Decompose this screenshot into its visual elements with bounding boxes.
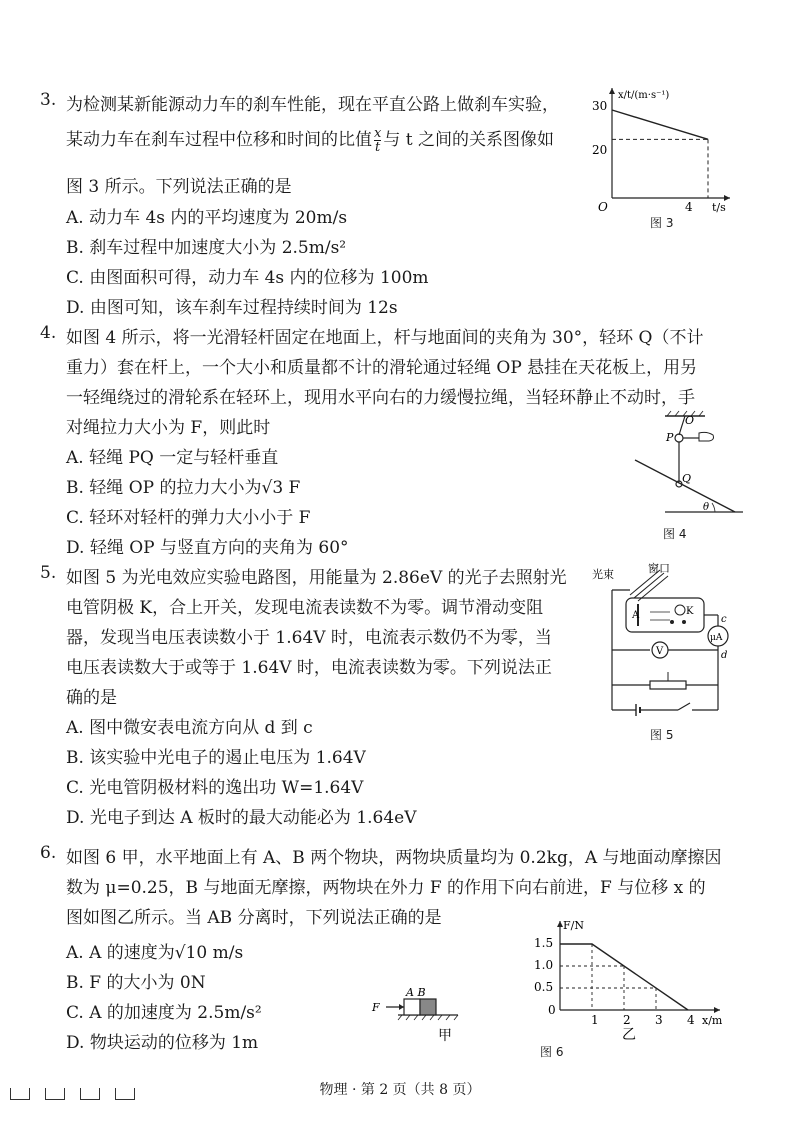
q5-number: 5. [40,563,57,583]
q5-option-a: A. 图中微安表电流方向从 d 到 c [66,718,313,738]
figure-5-caption: 图 5 [650,728,674,742]
figure-5-label-window: 窗口 [648,562,670,575]
figure-6-xtick-3: 3 [655,1013,663,1027]
figure-5-label-k: K [686,606,694,617]
q4-option-c: C. 轻环对轻杆的弹力大小小于 F [66,508,311,528]
figure-6-ytick-0: 0 [548,1003,556,1017]
q6-number: 6. [40,843,57,863]
figure-3-origin: O [598,200,608,214]
q3-option-d: D. 由图可知，该车刹车过程持续时间为 12s [66,298,398,318]
figure-6-data-line [560,944,688,1010]
q3-stem-line1: 为检测某新能源动力车的刹车性能，现在平直公路上做刹车实验， [66,95,559,115]
figure-6-ytick-1.0: 1.0 [534,958,554,972]
figure-6-jia-diagram [368,985,468,1045]
figure-4-label-p: P [666,431,674,444]
figure-6-xlabel: x/m [702,1014,723,1027]
q5-stem-line2: 电管阴极 K，合上开关，发现电流表读数不为零。调节滑动变阻 [66,598,544,618]
figure-4-label-o: O [685,414,695,427]
q4-stem-line1: 如图 4 所示，将一光滑轻杆固定在地面上，杆与地面间的夹角为 30°，轻环 Q（不计 [66,328,704,348]
q4-option-b: B. 轻绳 OP 的拉力大小为√3 F [66,478,301,498]
q6-option-c: C. A 的加速度为 2.5m/s² [66,1003,262,1023]
q3-option-a: A. 动力车 4s 内的平均速度为 20m/s [66,208,348,228]
figure-6-label-yi: 乙 [622,1027,636,1040]
figure-5-label-beam: 光束 [592,568,614,581]
q3-stem-line2: 某动力车在刹车过程中位移和时间的比值 $\frac{x}{t}$ 与 t 之间的关系图像如 [66,126,554,155]
q5-option-b: B. 该实验中光电子的遏止电压为 1.64V [66,748,366,768]
figure-3-xlabel: t/s [712,201,726,214]
figure-6-xtick-4: 4 [687,1013,695,1027]
figure-4-label-theta: θ [703,502,710,513]
figure-5-label-v: V [656,646,664,657]
figure-5-label-c: c [721,614,727,625]
q3-option-b: B. 刹车过程中加速度大小为 2.5m/s² [66,238,347,258]
figure-6-xtick-2: 2 [623,1013,631,1027]
figure-3-chart [590,80,740,230]
q6-option-b: B. F 的大小为 0N [66,973,206,993]
q4-number: 4. [40,323,57,343]
figure-6-xtick-1: 1 [591,1013,599,1027]
figure-6-label-f: F [372,1001,380,1014]
figure-6-dash-lines [560,944,656,1010]
q4-stem-line4: 对绳拉力大小为 F，则此时 [66,418,271,438]
figure-6-label-jia: 甲 [438,1028,452,1044]
q6-stem-line2: 数为 μ=0.25，B 与地面无摩擦，两物块在外力 F 的作用下向右前进，F 与位移 x 的 [66,878,706,898]
q3-option-c: C. 由图面积可得，动力车 4s 内的位移为 100m [66,268,429,288]
figure-3-data-line [612,110,708,139]
q5-option-c: C. 光电管阴极材料的逸出功 W=1.64V [66,778,364,798]
q5-stem-line5: 确的是 [66,688,117,708]
figure-6-yi-chart [530,915,730,1040]
figure-6-ylabel: F/N [563,919,584,932]
q6-stem-line1: 如图 6 甲，水平地面上有 A、B 两个物块，两物块质量均为 0.2kg，A 与地面动摩擦因 [66,848,722,868]
q3-fraction: $\frac{x}{t}$ [374,126,382,155]
figure-5-label-ua: μA [710,633,723,643]
q4-option-a: A. 轻绳 PQ 一定与轻杆垂直 [66,448,279,468]
figure-4-caption: 图 4 [663,527,687,541]
q6-option-a: A. A 的速度为√10 m/s [66,943,244,963]
q6-stem-line3: 图如图乙所示。当 AB 分离时，下列说法正确的是 [66,908,442,928]
figure-3-ytick-20: 20 [592,143,608,157]
q5-stem-line4: 电压表读数大于或等于 1.64V 时，电流表读数为零。下列说法正 [66,658,552,678]
page-footer: 物理 · 第 2 页（共 8 页） [319,1082,481,1098]
q3-number: 3. [40,90,57,110]
figure-6-label-ab: A B [406,986,426,999]
q4-stem-line2: 重力）套在杆上，一个大小和质量都不计的滑轮通过轻绳 OP 悬挂在天花板上，用另 [66,358,698,378]
q5-option-d: D. 光电子到达 A 板时的最大动能必为 1.64eV [66,808,417,828]
figure-6-ytick-1.5: 1.5 [534,936,554,950]
q5-stem-line1: 如图 5 为光电效应实验电路图，用能量为 2.86eV 的光子去照射光 [66,568,567,588]
figure-3-ytick-30: 30 [592,99,608,113]
q3-stem-line3: 图 3 所示。下列说法正确的是 [66,177,292,197]
figure-3-caption: 图 3 [650,216,674,230]
q4-stem-line3: 一轻绳绕过的滑轮系在轻环上，现用水平向右的力缓慢拉绳，当轻环静止不动时，手 [66,388,695,408]
q4-option-d: D. 轻绳 OP 与竖直方向的夹角为 60° [66,538,349,558]
q5-stem-line3: 器，发现当电压表读数小于 1.64V 时，电流表示数仍不为零，当 [66,628,552,648]
figure-6-caption: 图 6 [540,1045,564,1059]
figure-6-ytick-0.5: 0.5 [534,980,554,994]
figure-3-xtick-4: 4 [685,200,693,214]
figure-4-diagram [625,410,745,520]
figure-5-label-d: d [721,650,728,661]
figure-5-circuit [590,560,740,720]
figure-3-ylabel: x/t/(m·s⁻¹) [618,90,670,101]
figure-5-label-a: A [632,610,640,621]
q6-option-d: D. 物块运动的位移为 1m [66,1033,259,1053]
figure-4-label-q: Q [682,472,692,485]
